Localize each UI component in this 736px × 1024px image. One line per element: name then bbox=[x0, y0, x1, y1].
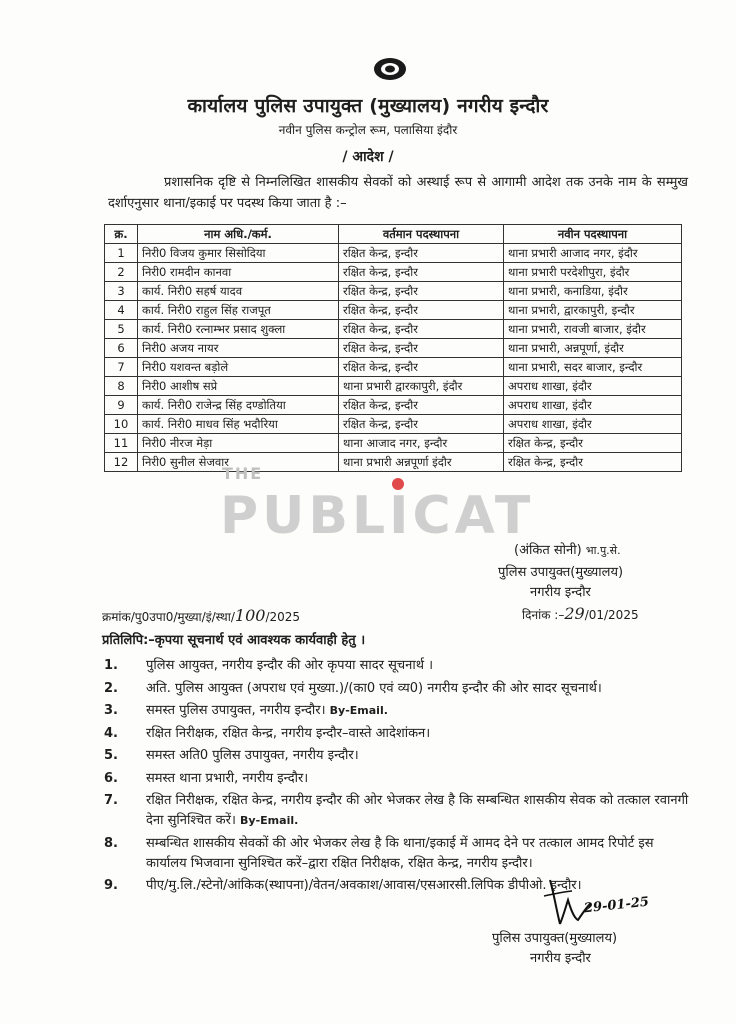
cell-new-posting: थाना प्रभारी, द्वारकापुरी, इन्दौर bbox=[504, 301, 682, 320]
cell-new-posting: थाना प्रभारी, कनाडिया, इंदौर bbox=[504, 282, 682, 301]
cell-sno: 4 bbox=[105, 301, 138, 320]
date-day-handwritten: 29 bbox=[564, 604, 585, 623]
cell-name: कार्य. निरी0 राहुल सिंह राजपूत bbox=[138, 301, 339, 320]
cell-new-posting: अपराध शाखा, इंदौर bbox=[504, 377, 682, 396]
order-year: /2025 bbox=[265, 610, 301, 624]
list-item-text: सम्बन्धित शासकीय सेवकों की ओर भेजकर लेख है कि थाना/इकाई में आमद देने पर तत्काल आमद रिपोर्ट इस कार्यालय भिजवाना सुनिश्चित करें–द्वारा रक्षित निरीक्षक, रक्षित केन्द्र, नगरीय इन्दौर। bbox=[146, 835, 654, 871]
signatory-designation: पुलिस उपायुक्त(मुख्यालय) bbox=[498, 565, 624, 580]
cell-sno: 2 bbox=[105, 263, 138, 282]
list-item bbox=[104, 724, 690, 744]
watermark: PUBLICAT bbox=[220, 486, 535, 546]
cell-current-posting: रक्षित केन्द्र, इन्दौर bbox=[339, 263, 504, 282]
intro-paragraph: प्रशासनिक दृष्टि से निम्नलिखित शासकीय सेवकों को अस्थाई रूप से आगामी आदेश तक उनके नाम के सम्मुख दर्शाएनुसार थाना/इकाई पर पदस्थ किया जाता है :– bbox=[108, 175, 688, 211]
cell-new-posting: थाना प्रभारी, अन्नपूर्णा, इंदौर bbox=[504, 339, 682, 358]
cell-sno: 5 bbox=[105, 320, 138, 339]
signature-date: 29-01-25 bbox=[583, 894, 650, 917]
table-row bbox=[105, 301, 682, 320]
list-item-number: 1. bbox=[104, 658, 118, 673]
cell-current-posting: रक्षित केन्द्र, इन्दौर bbox=[339, 282, 504, 301]
list-item-text: समस्त अति0 पुलिस उपायुक्त, नगरीय इन्दौर। bbox=[146, 748, 359, 763]
cell-current-posting: रक्षित केन्द्र, इन्दौर bbox=[339, 320, 504, 339]
table-row bbox=[105, 358, 682, 377]
list-item-number: 3. bbox=[104, 703, 118, 718]
list-item-text: अति. पुलिस आयुक्त (अपराध एवं मुख्या.)/(का0 एवं व्य0) नगरीय इन्दौर की ओर सादर सूचनार्थ। bbox=[146, 680, 602, 696]
cell-current-posting: रक्षित केन्द्र, इन्दौर bbox=[339, 415, 504, 434]
police-emblem-icon bbox=[372, 57, 408, 81]
cell-sno: 12 bbox=[105, 453, 138, 472]
list-item bbox=[104, 701, 690, 721]
list-item-number: 4. bbox=[104, 725, 118, 741]
list-item bbox=[104, 746, 690, 766]
list-item bbox=[104, 769, 690, 789]
watermark-the: THE bbox=[222, 464, 264, 483]
by-email-note: By-Email. bbox=[329, 704, 388, 717]
order-number-handwritten: 100 bbox=[234, 606, 266, 625]
cell-new-posting: थाना प्रभारी परदेशीपुरा, इंदौर bbox=[504, 263, 682, 282]
list-item-number: 5. bbox=[104, 748, 118, 763]
table-row bbox=[105, 415, 682, 434]
cell-new-posting: अपराध शाखा, इंदौर bbox=[504, 396, 682, 415]
cell-sno: 6 bbox=[105, 339, 138, 358]
order-date bbox=[522, 604, 639, 623]
list-item-number: 9. bbox=[104, 878, 118, 893]
posting-table bbox=[104, 224, 682, 472]
by-email-note: By-Email. bbox=[240, 814, 299, 827]
table-row bbox=[105, 453, 682, 472]
copy-heading: प्रतिलिपि:–कृपया सूचनार्थ एवं आवश्यक कार्यवाही हेतु । bbox=[102, 633, 366, 648]
footer-place: नगरीय इन्दौर bbox=[530, 951, 591, 966]
list-item bbox=[104, 679, 690, 699]
cell-name: निरी0 अजय नायर bbox=[138, 339, 339, 358]
cell-new-posting: अपराध शाखा, इंदौर bbox=[504, 415, 682, 434]
cell-current-posting: रक्षित केन्द्र, इन्दौर bbox=[339, 244, 504, 263]
order-heading: / आदेश / bbox=[342, 149, 394, 165]
list-item-text: समस्त थाना प्रभारी, नगरीय इन्दौर। bbox=[146, 770, 309, 786]
list-item bbox=[104, 656, 690, 676]
cell-name: निरी0 आशीष सप्रे bbox=[138, 377, 339, 396]
table-row bbox=[105, 396, 682, 415]
table-row bbox=[105, 282, 682, 301]
signatory-place: नगरीय इन्दौर bbox=[530, 585, 591, 600]
cell-new-posting: रक्षित केन्द्र, इन्दौर bbox=[504, 453, 682, 472]
col-header-sno: क्र. bbox=[105, 225, 138, 244]
cell-name: निरी0 विजय कुमार सिसोदिया bbox=[138, 244, 339, 263]
cell-current-posting: थाना प्रभारी अन्नपूर्णा इंदौर bbox=[339, 453, 504, 472]
cell-current-posting: थाना आजाद नगर, इन्दौर bbox=[339, 434, 504, 453]
signatory-name bbox=[514, 540, 621, 558]
list-item-text: रक्षित निरीक्षक, रक्षित केन्द्र, नगरीय इन्दौर–वास्ते आदेशांकन। bbox=[146, 725, 431, 741]
cell-sno: 11 bbox=[105, 434, 138, 453]
cell-name: कार्य. निरी0 सहर्ष यादव bbox=[138, 282, 339, 301]
signatory-name-text: (अंकित सोनी) bbox=[514, 543, 582, 558]
col-header-current: वर्तमान पदस्थापना bbox=[339, 225, 504, 244]
cell-new-posting: थाना प्रभारी, सदर बाजार, इन्दौर bbox=[504, 358, 682, 377]
order-prefix: क्रमांक/पु0उपा0/मुख्या/इं/स्था/ bbox=[102, 610, 235, 624]
table-row bbox=[105, 244, 682, 263]
office-address: नवीन पुलिस कन्ट्रोल रूम, पलासिया इंदौर bbox=[278, 123, 458, 137]
list-item-number: 2. bbox=[104, 680, 118, 696]
footer-designation: पुलिस उपायुक्त(मुख्यालय) bbox=[492, 931, 618, 946]
cell-new-posting: थाना प्रभारी आजाद नगर, इंदौर bbox=[504, 244, 682, 263]
list-item-number: 6. bbox=[104, 770, 118, 786]
table-row bbox=[105, 320, 682, 339]
cell-sno: 8 bbox=[105, 377, 138, 396]
table-row bbox=[105, 339, 682, 358]
list-item-number: 7. bbox=[104, 793, 118, 808]
table-row bbox=[105, 377, 682, 396]
list-item-text: पीए/मु.लि./स्टेनो/आंकिक(स्थापना)/वेतन/अवकाश/आवास/एसआरसी.लिपिक डीपीओ. इन्दौर। bbox=[146, 878, 582, 893]
cell-name: कार्य. निरी0 राजेन्द्र सिंह दण्डोतिया bbox=[138, 396, 339, 415]
cell-name: निरी0 नीरज मेड़ा bbox=[138, 434, 339, 453]
cell-sno: 1 bbox=[105, 244, 138, 263]
office-title: कार्यालय पुलिस उपायुक्त (मुख्यालय) नगरीय इन्दौर bbox=[187, 95, 549, 117]
list-item bbox=[104, 791, 690, 831]
list-item-number: 8. bbox=[104, 835, 118, 851]
list-item-text: रक्षित निरीक्षक, रक्षित केन्द्र, नगरीय इन्दौर की ओर भेजकर लेख है कि सम्बन्धित शासकीय सेवक को तत्काल रवानगी देना सुनिश्चित करें। bbox=[146, 793, 689, 828]
table-row bbox=[105, 434, 682, 453]
cell-sno: 3 bbox=[105, 282, 138, 301]
cell-current-posting: रक्षित केन्द्र, इन्दौर bbox=[339, 339, 504, 358]
cell-name: कार्य. निरी0 माधव सिंह भदौरिया bbox=[138, 415, 339, 434]
order-number bbox=[102, 606, 300, 625]
cell-new-posting: थाना प्रभारी, रावजी बाजार, इंदौर bbox=[504, 320, 682, 339]
cell-name: निरी0 यशवन्त बड़ोले bbox=[138, 358, 339, 377]
cell-name: निरी0 सुनील सेजवार bbox=[138, 453, 339, 472]
cell-sno: 7 bbox=[105, 358, 138, 377]
cell-sno: 9 bbox=[105, 396, 138, 415]
cell-current-posting: रक्षित केन्द्र, इन्दौर bbox=[339, 301, 504, 320]
cell-name: कार्य. निरी0 रत्नाम्भर प्रसाद शुक्ला bbox=[138, 320, 339, 339]
list-item-text: पुलिस आयुक्त, नगरीय इन्दौर की ओर कृपया सादर सूचनार्थ । bbox=[146, 658, 434, 673]
cell-sno: 10 bbox=[105, 415, 138, 434]
cell-name: निरी0 रामदीन कानवा bbox=[138, 263, 339, 282]
table-header-row bbox=[105, 225, 682, 244]
copy-list bbox=[104, 656, 690, 899]
date-label: दिनांक :– bbox=[522, 608, 565, 622]
cell-new-posting: रक्षित केन्द्र, इन्दौर bbox=[504, 434, 682, 453]
table-row bbox=[105, 263, 682, 282]
list-item bbox=[104, 834, 690, 874]
cell-current-posting: रक्षित केन्द्र, इन्दौर bbox=[339, 396, 504, 415]
date-rest: /01/2025 bbox=[584, 608, 639, 622]
col-header-name: नाम अधि./कर्म. bbox=[138, 225, 339, 244]
signatory-service: भा.पु.से. bbox=[585, 544, 621, 557]
list-item-text: समस्त पुलिस उपायुक्त, नगरीय इन्दौर। bbox=[146, 703, 326, 718]
cell-current-posting: रक्षित केन्द्र, इन्दौर bbox=[339, 358, 504, 377]
cell-current-posting: थाना प्रभारी द्वारकापुरी, इंदौर bbox=[339, 377, 504, 396]
col-header-new: नवीन पदस्थापना bbox=[504, 225, 682, 244]
